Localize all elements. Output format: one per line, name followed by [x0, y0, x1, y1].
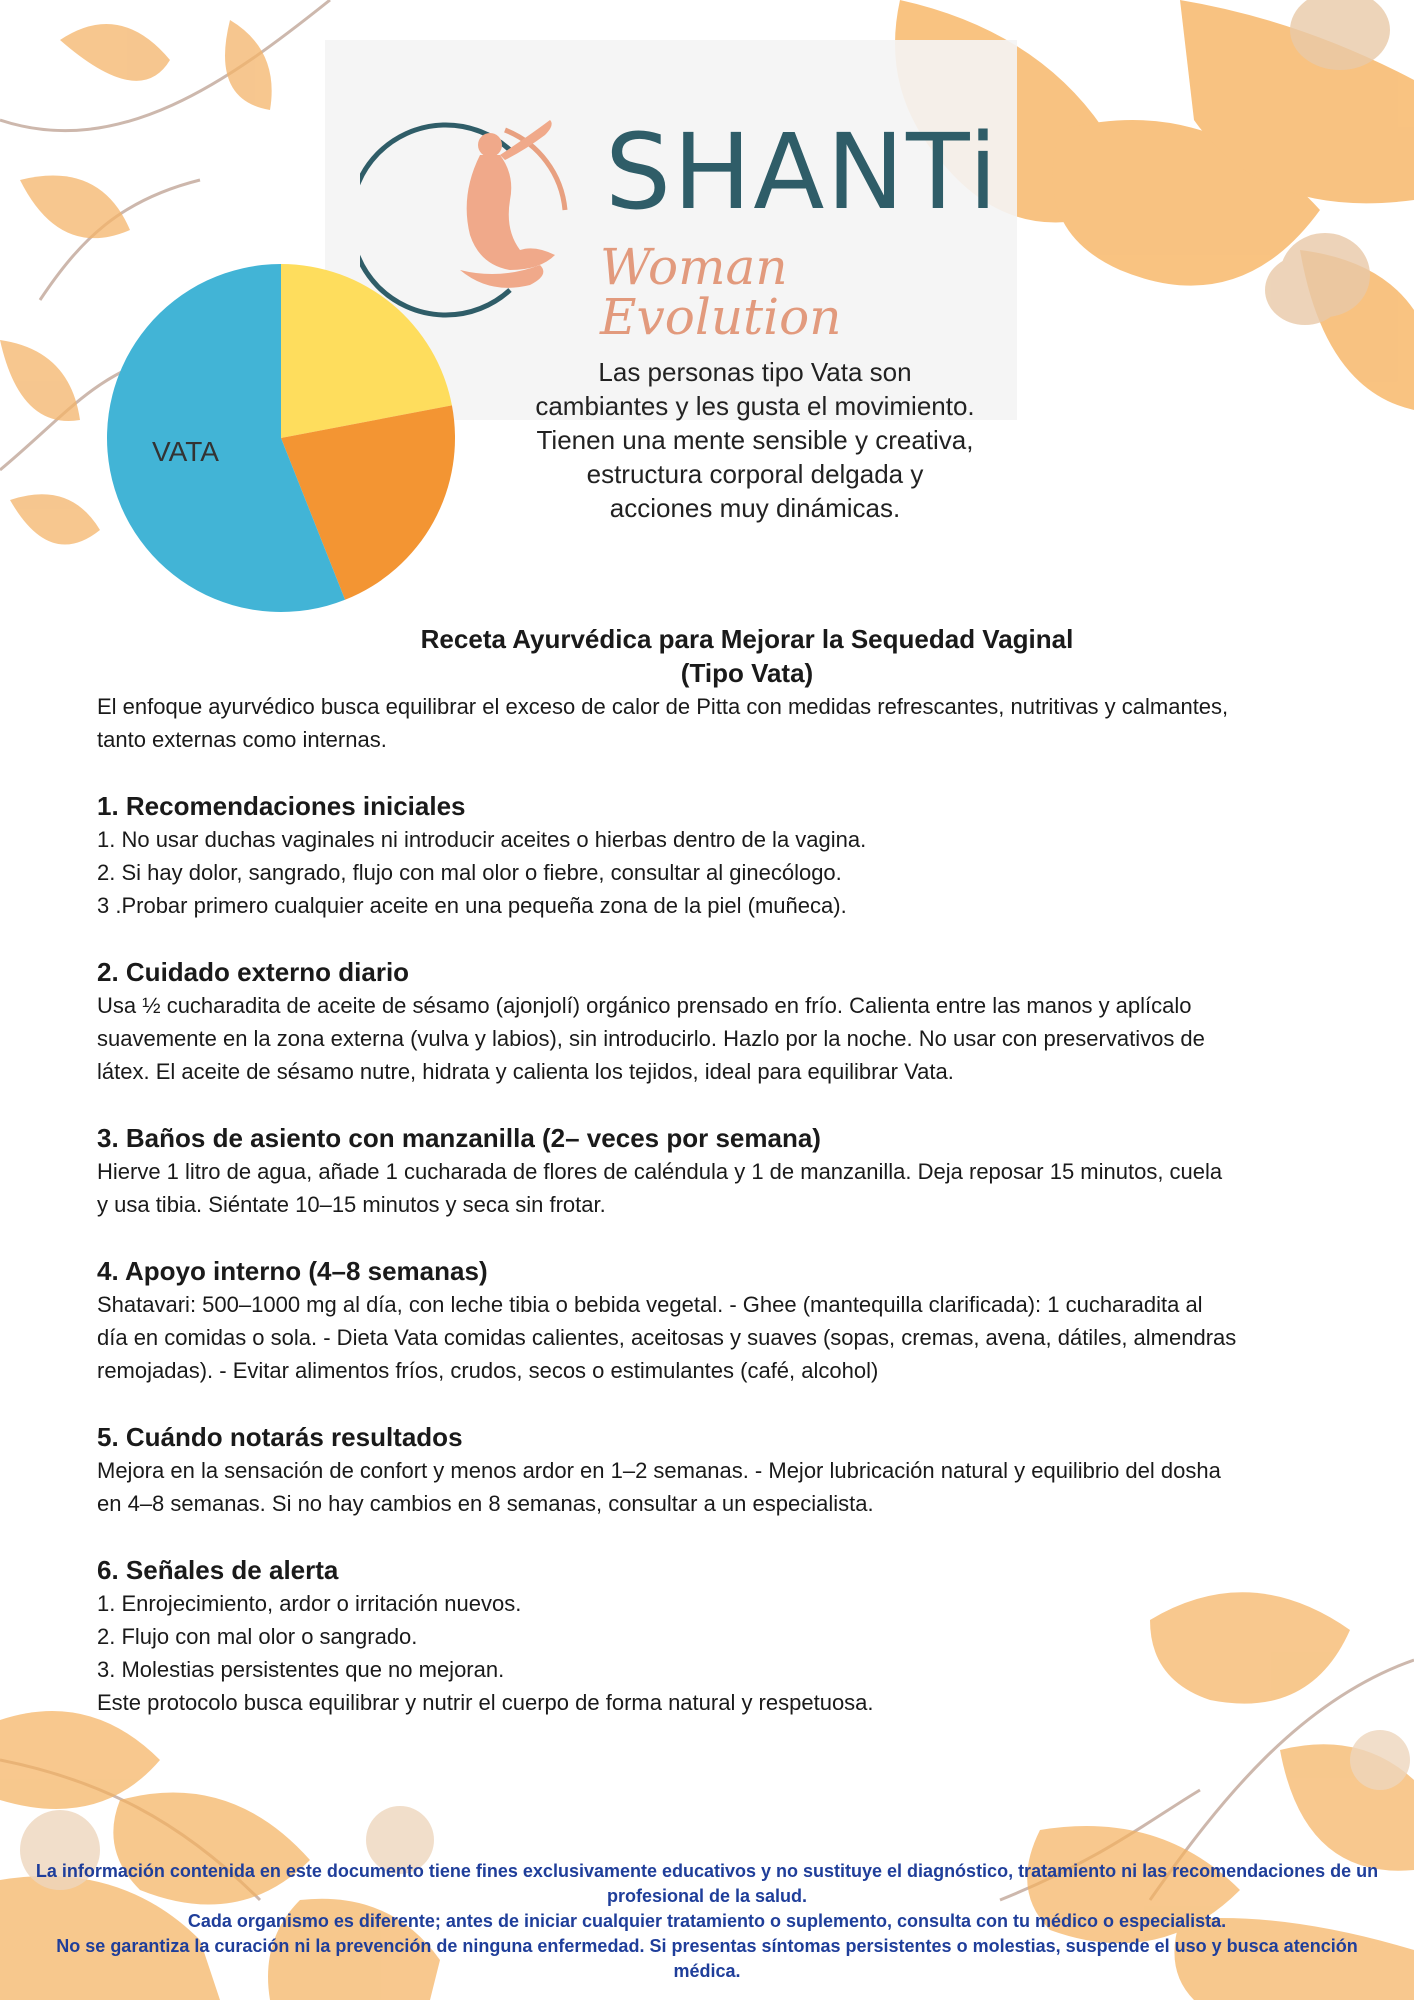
intro-line: Tienen una mente sensible y creativa,: [536, 425, 974, 455]
intro-line: estructura corporal delgada y: [586, 459, 924, 489]
section-heading: 1. Recomendaciones iniciales: [97, 791, 466, 821]
intro-text: [505, 355, 1005, 525]
section-body: Usa ½ cucharadita de aceite de sésamo (ajonjolí) orgánico prensado en frío. Calienta entre las manos y aplícalo suavemente en la zona externa (vulva y labios), sin introducirlo. Hazlo por la noche. No usar con preservativos de látex. El aceite de sésamo nutre, hidrata y calienta los tejidos, ideal para equilibrar Vata.: [97, 993, 1205, 1084]
section-heading: 5. Cuándo notarás resultados: [97, 1422, 463, 1452]
title-line: Receta Ayurvédica para Mejorar la Sequedad Vaginal: [420, 624, 1074, 654]
logo-tagline: Woman Evolution: [600, 238, 842, 346]
list-item: 1. Enrojecimiento, ardor o irritación nuevos.: [97, 1591, 522, 1616]
intro-line: Las personas tipo Vata son: [598, 357, 912, 387]
section-heading: 2. Cuidado externo diario: [97, 957, 410, 987]
medical-disclaimer: [30, 1859, 1384, 1984]
section-body: Mejora en la sensación de confort y menos ardor en 1–2 semanas. - Mejor lubricación natural y equilibrio del dosha en 4–8 semanas. Si no hay cambios en 8 semanas, consultar a un especialista.: [97, 1458, 1221, 1516]
section-heading: 3. Baños de asiento con manzanilla (2– veces por semana): [97, 1123, 821, 1153]
section-body: Shatavari: 500–1000 mg al día, con leche tibia o bebida vegetal. - Ghee (mantequilla clarificada): 1 cucharadita al día en comidas o sola. - Dieta Vata comidas calientes, aceitosas y suaves (sopas, cremas, avena, dátiles, almendras remojadas). - Evitar alimentos fríos, crudos, secos o estimulantes (café, alcohol): [97, 1292, 1237, 1383]
lead-paragraph: El enfoque ayurvédico busca equilibrar el exceso de calor de Pitta con medidas refrescantes, nutritivas y calmantes, tanto externas como internas.: [97, 694, 1229, 752]
disclaimer-line: No se garantiza la curación ni la prevención de ninguna enfermedad. Si presentas síntomas persistentes o molestias, suspende el uso y busca atención médica.: [56, 1936, 1358, 1981]
section-heading: 4. Apoyo interno (4–8 semanas): [97, 1256, 488, 1286]
intro-line: acciones muy dinámicas.: [609, 493, 901, 523]
list-item: 3. Molestias persistentes que no mejoran.: [97, 1657, 505, 1682]
closing-line: Este protocolo busca equilibrar y nutrir el cuerpo de forma natural y respetuosa.: [97, 1690, 874, 1715]
intro-line: cambiantes y les gusta el movimiento.: [535, 391, 975, 421]
section-heading: 6. Señales de alerta: [97, 1555, 339, 1585]
recipe-content: [97, 622, 1237, 1719]
logo-wordmark: SHANTi: [605, 111, 1000, 233]
list-item: 2. Flujo con mal olor o sangrado.: [97, 1624, 418, 1649]
disclaimer-line: La información contenida en este documento tiene fines exclusivamente educativos y no sustituye el diagnóstico, tratamiento ni las recomendaciones de un profesional de la salud.: [35, 1861, 1379, 1906]
section-body: Hierve 1 litro de agua, añade 1 cucharada de flores de caléndula y 1 de manzanilla. Deja reposar 15 minutos, cuela y usa tibia. Siéntate 10–15 minutos y seca sin frotar.: [97, 1159, 1223, 1217]
pie-slice-label: VATA: [152, 436, 219, 467]
disclaimer-line: Cada organismo es diferente; antes de iniciar cualquier tratamiento o suplemento, consulta con tu médico o especialista.: [187, 1911, 1227, 1931]
list-item: 3 .Probar primero cualquier aceite en una pequeña zona de la piel (muñeca).: [97, 893, 847, 918]
title-line: (Tipo Vata): [680, 658, 814, 688]
document-title: [97, 622, 1157, 690]
list-item: 2. Si hay dolor, sangrado, flujo con mal olor o fiebre, consultar al ginecólogo.: [97, 860, 842, 885]
list-item: 1. No usar duchas vaginales ni introducir aceites o hierbas dentro de la vagina.: [97, 827, 867, 852]
